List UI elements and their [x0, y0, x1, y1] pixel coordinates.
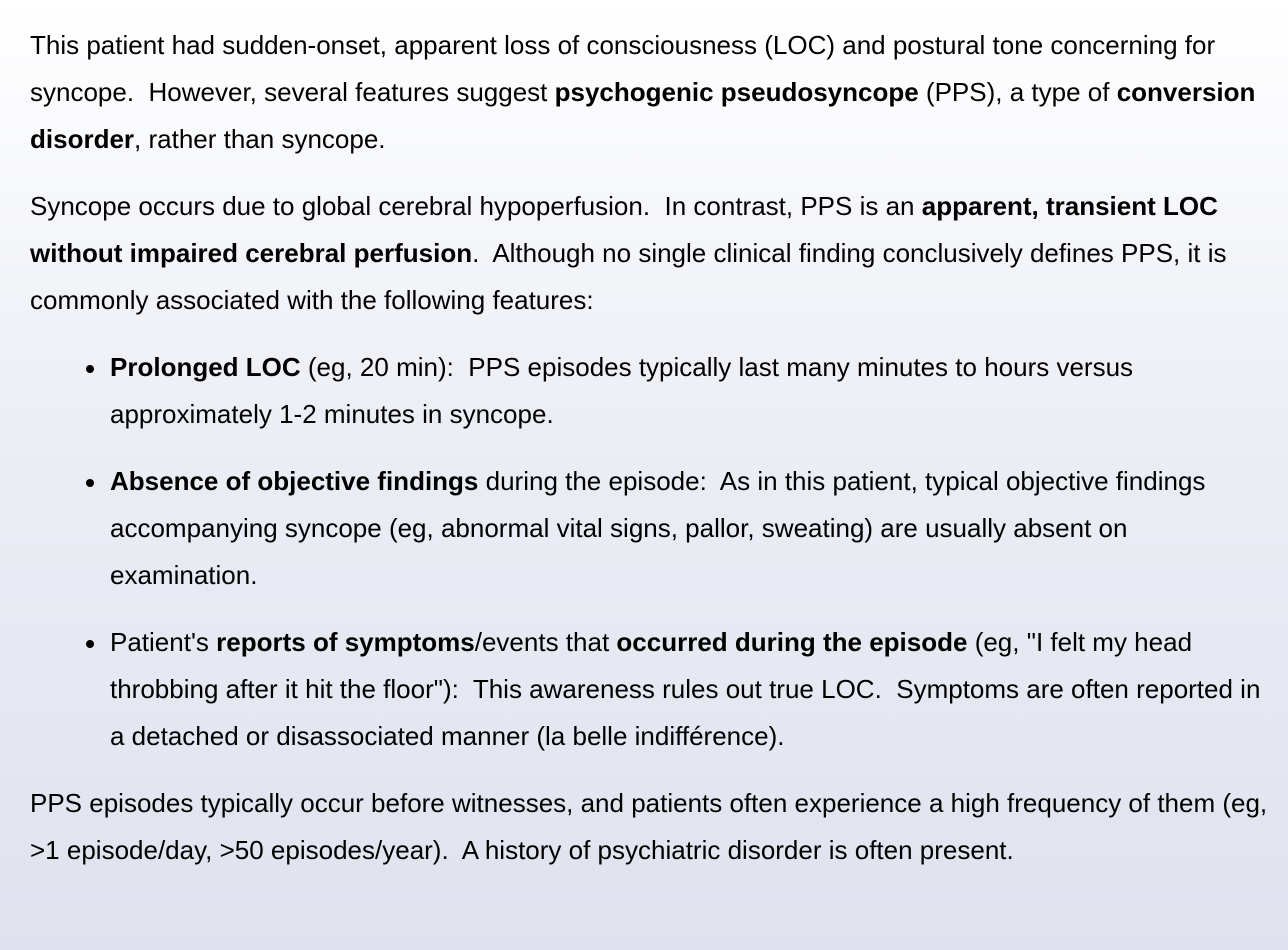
- mechanism-text-1: Syncope occurs due to global cerebral hypoperfusion. In contrast, PPS is an: [30, 191, 922, 221]
- feature-3-text-1: /events that: [474, 627, 617, 657]
- feature-2-text: during the episode: As in this patient, typical objective findings accompanying syncope (eg, abnormal vital signs, pallor, sweating) are usually absent on examination.: [110, 466, 1206, 590]
- list-item-prolonged-loc: [30, 344, 1280, 438]
- intro-paragraph: [30, 22, 1280, 163]
- intro-text-3: , rather than syncope.: [134, 124, 386, 154]
- mechanism-paragraph: [30, 183, 1280, 324]
- features-list: [30, 344, 1280, 760]
- term-apparent-transient-loc: apparent, transient LOC without impaired cerebral perfusion: [30, 191, 1218, 268]
- feature-1-term: Prolonged LOC: [110, 352, 301, 382]
- feature-3-text-2: (eg, "I felt my head throbbing after it hit the floor"): This awareness rules out true LOC. Symptoms are often reported in a detached or disassociated manner (la belle indifférence).: [110, 627, 1261, 751]
- term-conversion-disorder: conversion disorder: [30, 77, 1256, 154]
- feature-3-term-1: reports of symptoms: [216, 627, 475, 657]
- list-item-reports-of-symptoms: [30, 619, 1280, 760]
- intro-text-2: (PPS), a type of: [918, 77, 1117, 107]
- feature-1-text: (eg, 20 min): PPS episodes typically last many minutes to hours versus approximately 1-2 minutes in syncope.: [110, 352, 1134, 429]
- explanation-content: [30, 22, 1280, 874]
- intro-text-1: This patient had sudden-onset, apparent loss of consciousness (LOC) and postural tone concerning for syncope. However, several features suggest: [30, 30, 1216, 107]
- feature-2-term: Absence of objective findings: [110, 466, 479, 496]
- feature-3-text-0: Patient's: [110, 627, 217, 657]
- list-item-absence-objective-findings: [30, 458, 1280, 599]
- epidemiology-paragraph: [30, 780, 1280, 874]
- epidemiology-text: PPS episodes typically occur before witnesses, and patients often experience a high frequency of them (eg, >1 episode/day, >50 episodes/year). A history of psychiatric disorder is often present.: [30, 788, 1268, 865]
- feature-3-term-2: occurred during the episode: [616, 627, 968, 657]
- mechanism-text-2: . Although no single clinical finding conclusively defines PPS, it is commonly associated with the following features:: [30, 238, 1227, 315]
- term-psychogenic-pseudosyncope: psychogenic pseudosyncope: [554, 77, 919, 107]
